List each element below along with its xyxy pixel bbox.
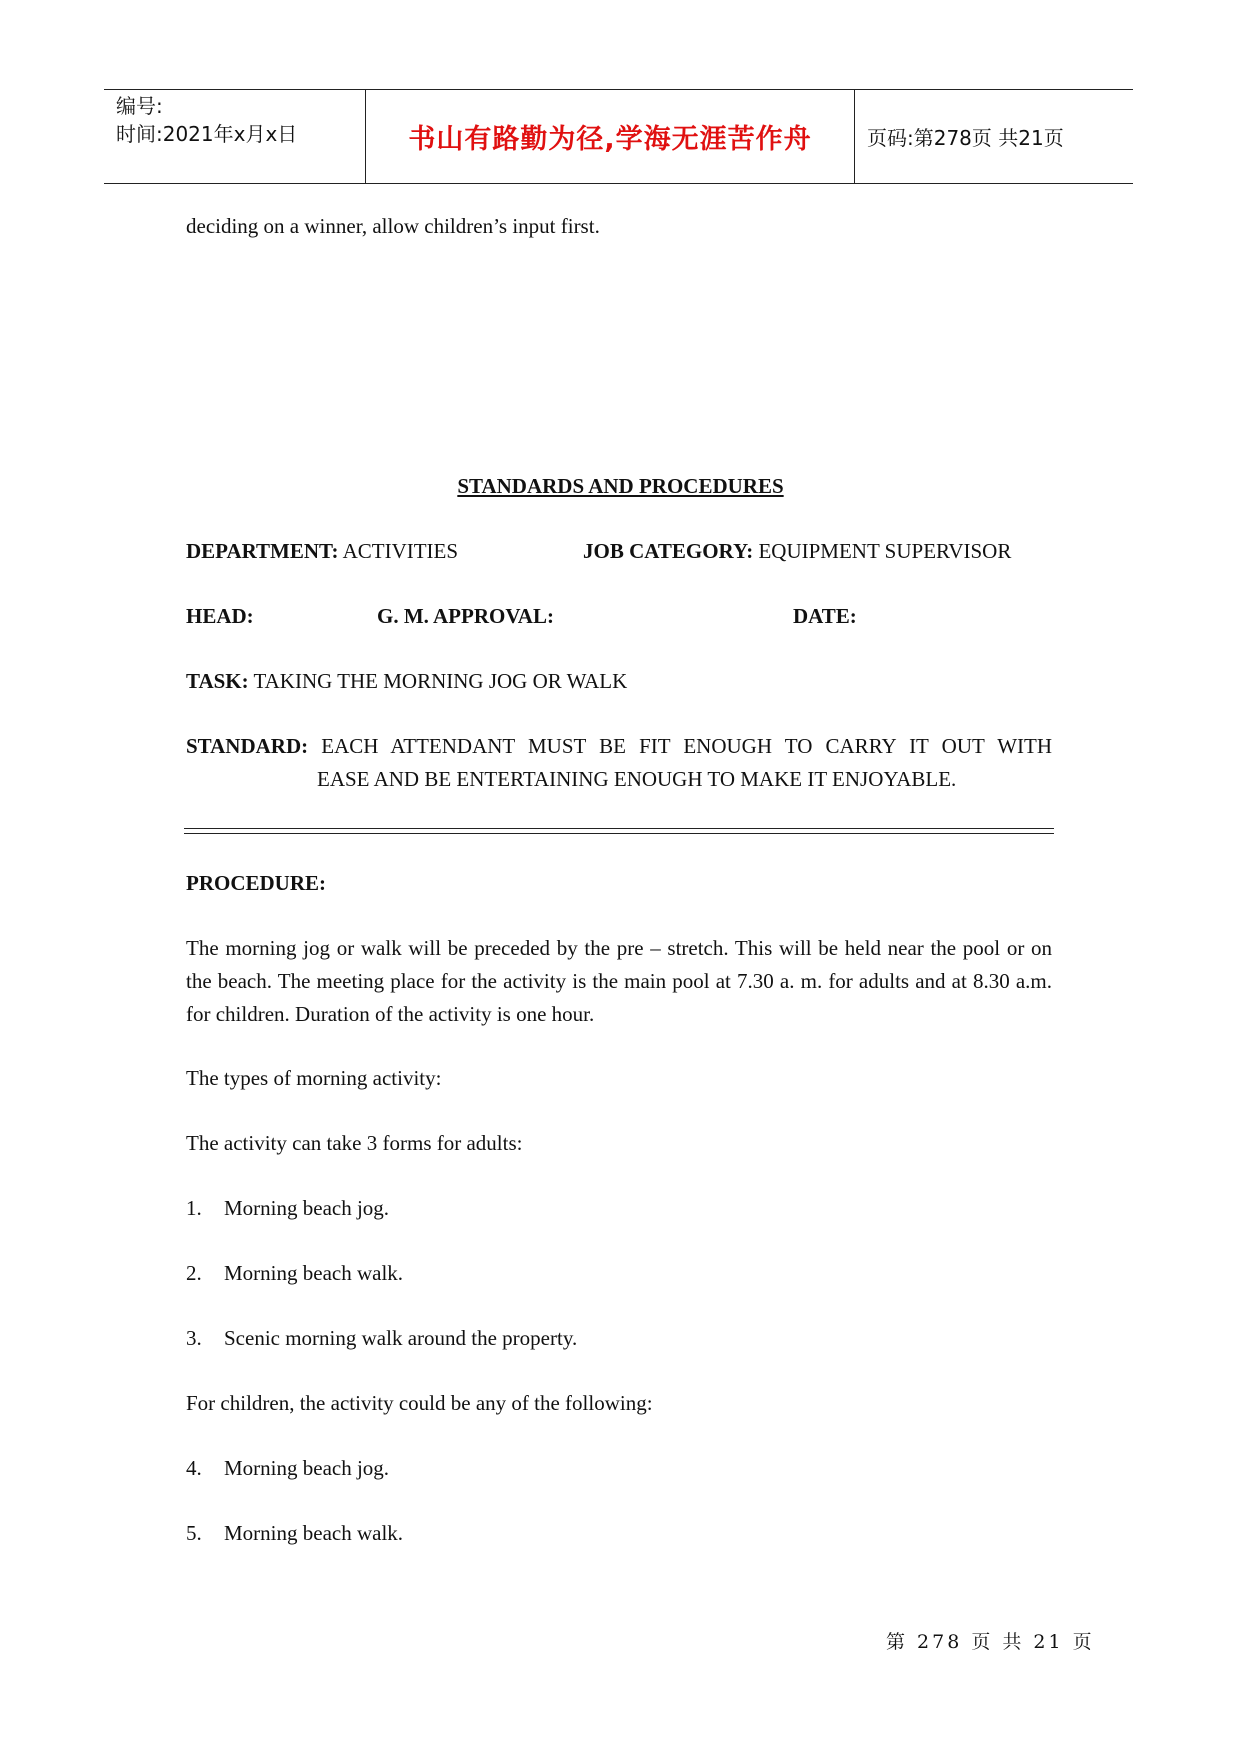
list-item bbox=[186, 1257, 403, 1290]
procedure-label: PROCEDURE: bbox=[186, 871, 326, 895]
list-item-number: 2. bbox=[186, 1261, 202, 1285]
types-line: The types of morning activity: bbox=[186, 1066, 442, 1090]
list-item-text: Morning beach walk. bbox=[224, 1261, 404, 1285]
task-value: TAKING THE MORNING JOG OR WALK bbox=[248, 669, 628, 693]
list-item bbox=[186, 1452, 389, 1485]
standard-line-2: EASE AND BE ENTERTAINING ENOUGH TO MAKE IT ENJOYABLE. bbox=[317, 767, 957, 791]
divider-top bbox=[184, 828, 1054, 829]
list-item bbox=[186, 1192, 389, 1225]
list-item bbox=[186, 1517, 403, 1550]
document-title: STANDARDS AND PROCEDURES bbox=[457, 474, 784, 498]
children-line: For children, the activity could be any of the following: bbox=[186, 1391, 653, 1415]
time-label: 时间:2021年x月x日 bbox=[116, 122, 298, 146]
header-page-info: 页码:第278页 共21页 bbox=[867, 126, 1064, 150]
list-item-text: Morning beach jog. bbox=[224, 1196, 390, 1220]
page-footer: 第 278 页 共 21 页 bbox=[886, 1631, 1095, 1653]
list-item bbox=[186, 1322, 577, 1355]
page-header bbox=[104, 89, 1133, 184]
list-item-number: 5. bbox=[186, 1521, 202, 1545]
standard-field bbox=[186, 730, 1052, 796]
header-meta bbox=[104, 90, 366, 183]
standard-line-1: STANDARD: EACH ATTENDANT MUST BE FIT ENOUGH TO CARRY IT OUT WITH bbox=[186, 734, 1052, 758]
department-value: ACTIVITIES bbox=[338, 539, 459, 563]
list-item-number: 4. bbox=[186, 1456, 202, 1480]
date-label: DATE: bbox=[793, 604, 857, 628]
department-label: DEPARTMENT: bbox=[186, 539, 339, 563]
job-category-field bbox=[583, 535, 1011, 568]
standard-label: STANDARD: bbox=[186, 734, 309, 758]
adults-line: The activity can take 3 forms for adults: bbox=[186, 1131, 523, 1155]
department-field bbox=[186, 535, 458, 568]
task-field bbox=[186, 665, 627, 698]
head-label: HEAD: bbox=[186, 604, 254, 628]
header-motto: 书山有路勤为径,学海无涯苦作舟 bbox=[366, 90, 855, 183]
divider-bottom bbox=[184, 833, 1054, 834]
task-label: TASK: bbox=[186, 669, 249, 693]
list-item-text: Morning beach jog. bbox=[224, 1456, 390, 1480]
gm-approval-label: G. M. APPROVAL: bbox=[377, 604, 554, 628]
list-item-number: 3. bbox=[186, 1326, 202, 1350]
list-item-text: Morning beach walk. bbox=[224, 1521, 404, 1545]
list-item-number: 1. bbox=[186, 1196, 202, 1220]
intro-line: deciding on a winner, allow children’s input first. bbox=[186, 214, 600, 238]
procedure-paragraph: The morning jog or walk will be preceded by the pre – stretch. This will be held near the pool or on the beach. The meeting place for the activity is the main pool at 7.30 a. m. for adults and at 8.30 a.m. for children. Duration of the activity is one hour. bbox=[186, 936, 1052, 1026]
job-category-value: EQUIPMENT SUPERVISOR bbox=[753, 539, 1012, 563]
list-item-text: Scenic morning walk around the property. bbox=[224, 1326, 578, 1350]
serial-label: 编号: bbox=[116, 94, 163, 118]
job-category-label: JOB CATEGORY: bbox=[583, 539, 754, 563]
